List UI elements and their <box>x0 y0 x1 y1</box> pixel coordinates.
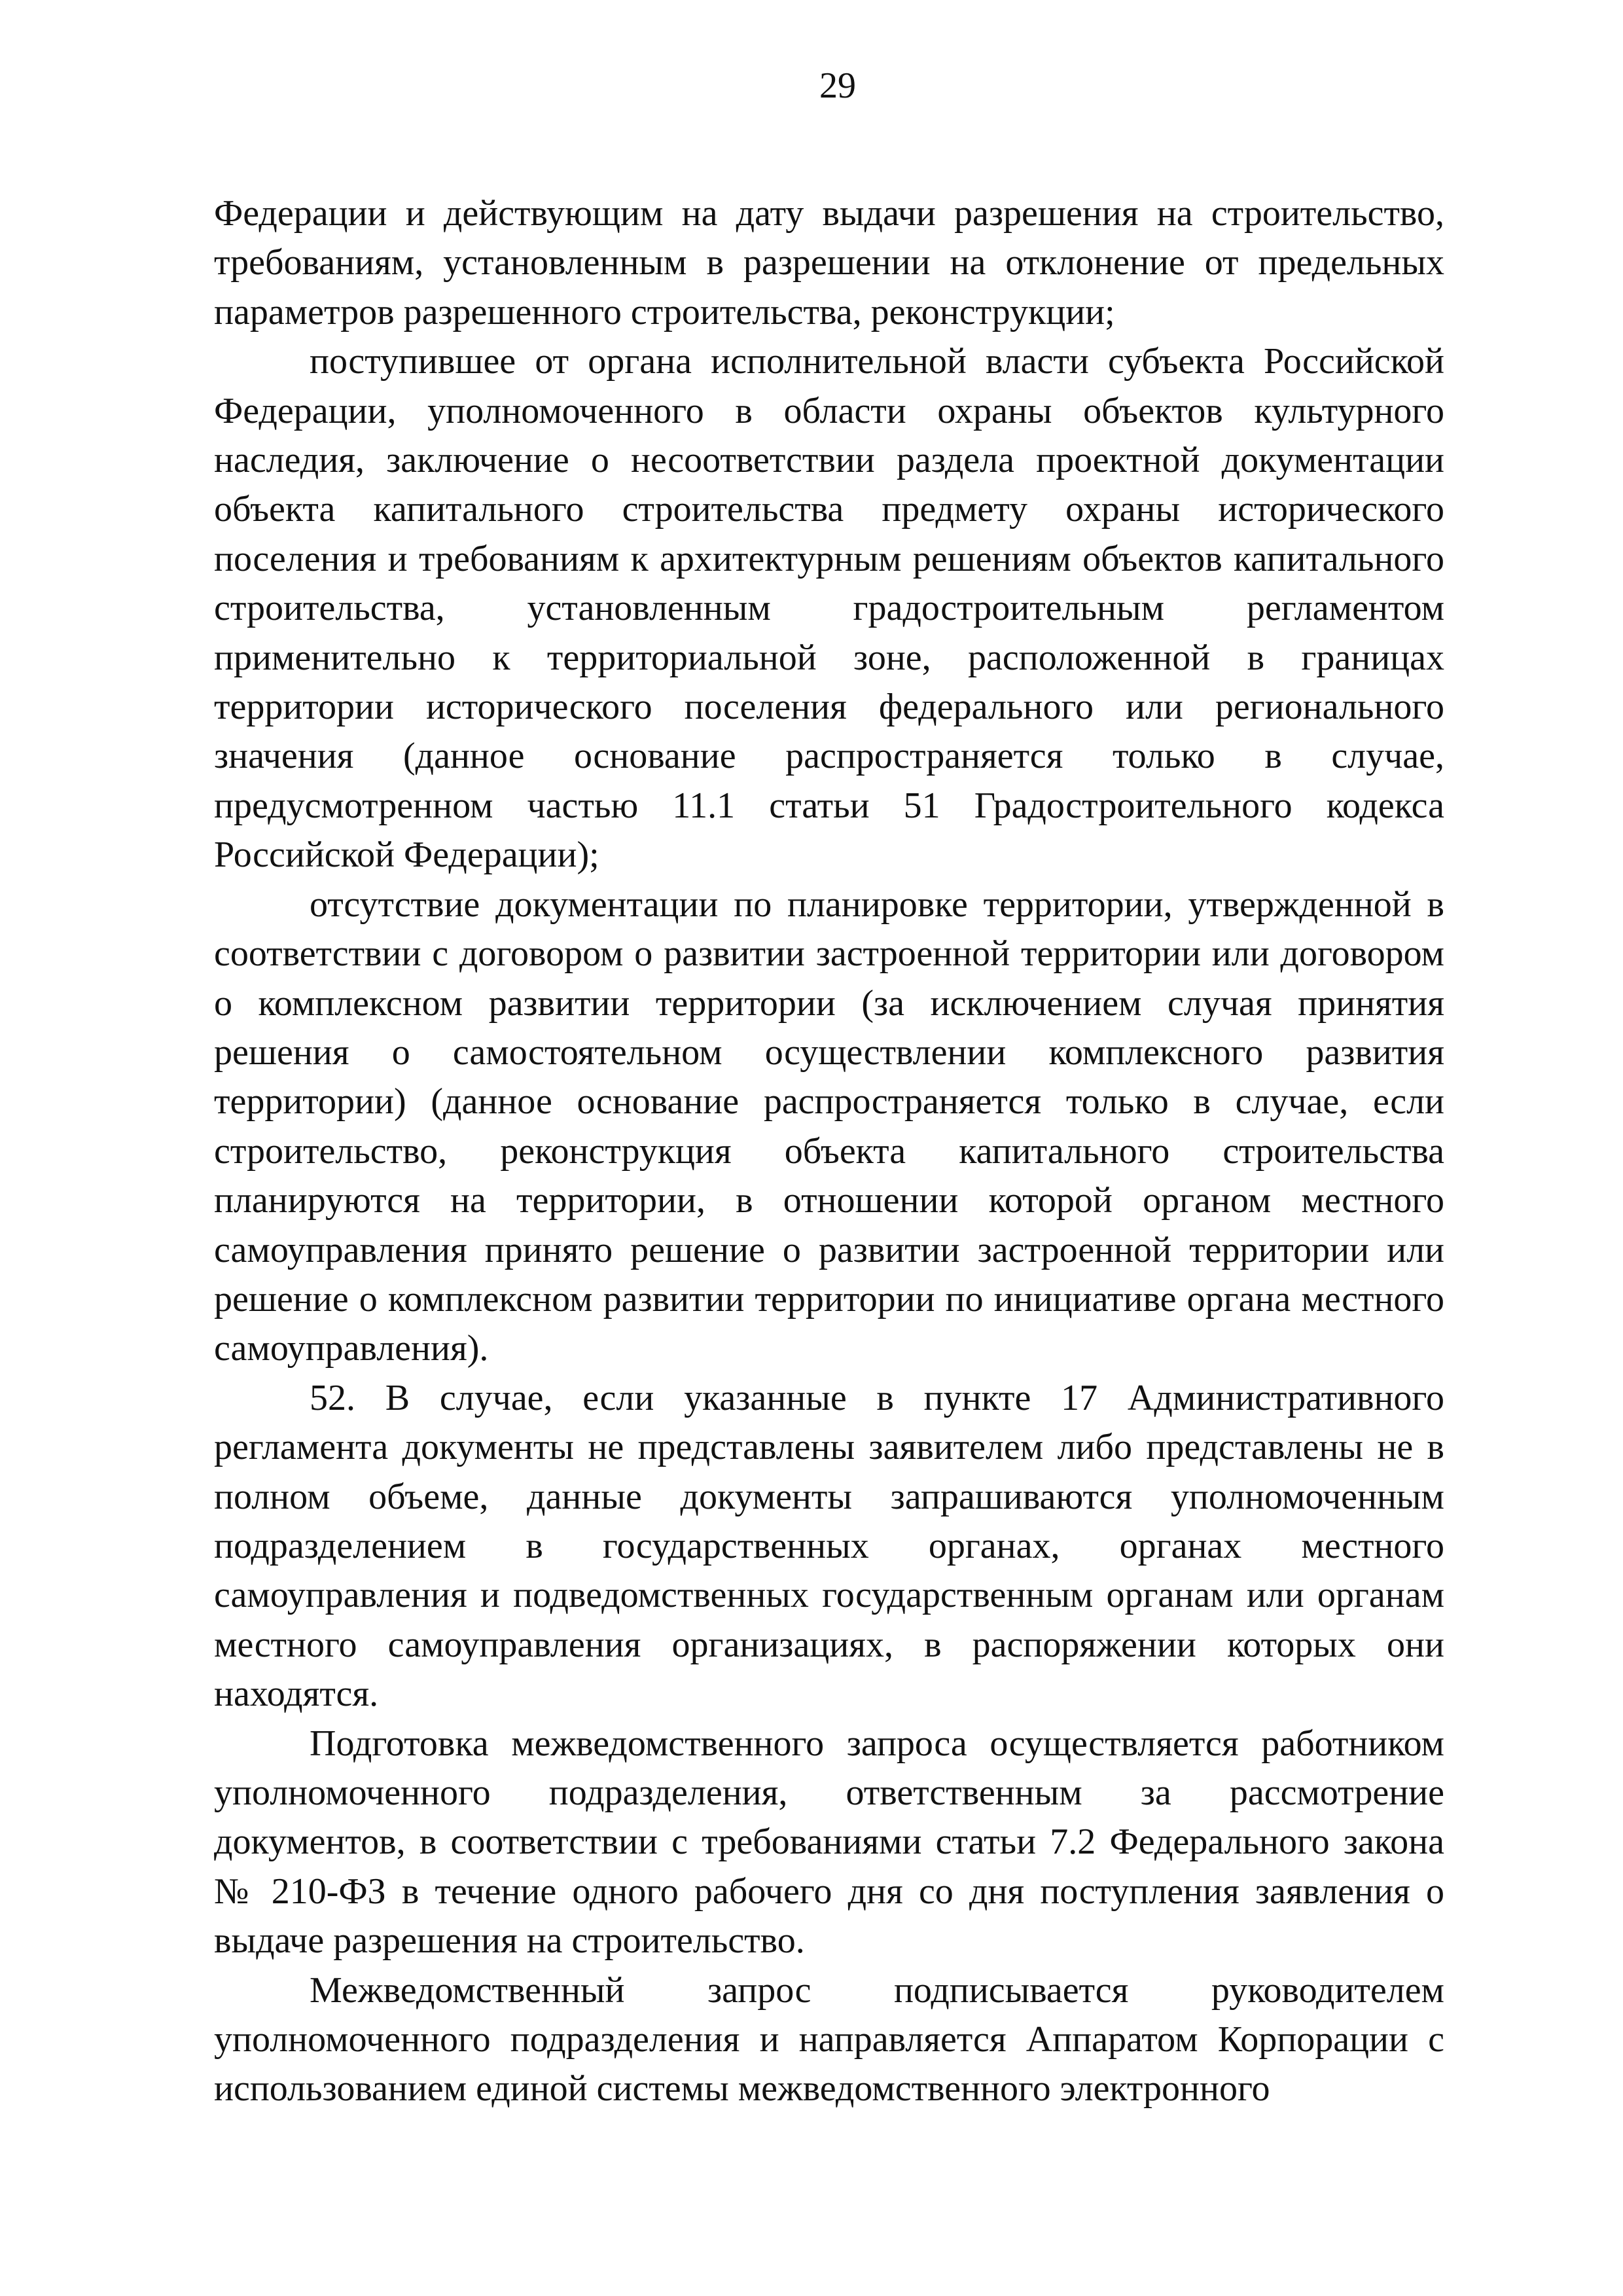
paragraph-continuation: Федерации и действующим на дату выдачи разрешения на строительство, требованиям, установленным в разрешении на отклонение от предельных параметров разрешенного строительства, реконструкции; <box>214 193 1444 332</box>
paragraph-planning-documentation: отсутствие документации по планировке территории, утвержденной в соответствии с договором о развитии застроенной территории или договором о комплексном развитии территории (за исключением случая принятия решения о самостоятельном осуществлении комплексного развития территории) (данное основание распространяется только в случае, если строительство, реконструкция объекта капитального строительства планируются на территории, в отношении которой органом местного самоуправления принято решение о развитии застроенной территории или решение о комплексном развитии территории по инициативе органа местного самоуправления). <box>214 884 1444 1369</box>
paragraph-historic-settlement: поступившее от органа исполнительной власти субъекта Российской Федерации, уполномоченного в области охраны объектов культурного наследия, заключение о несоответствии раздела проектной документации объекта капитального строительства предмету охраны исторического поселения и требованиям к архитектурным решениям объектов капитального строительства, установленным градостроительным регламентом применительно к территориальной зоне, расположенной в границах территории исторического поселения федерального или регионального значения (данное основание распространяется только в случае, предусмотренном частью 11.1 статьи 51 Градостроительного кодекса Российской Федерации); <box>214 341 1444 876</box>
paragraph-item-52: 52. В случае, если указанные в пункте 17 Административного регламента документы не представлены заявителем либо представлены не в полном объеме, данные документы запрашиваются уполномоченным подразделением в государственных органах, органах местного самоуправления и подведомственных государственным органам или органам местного самоуправления организациях, в распоряжении которых они находятся. <box>214 1377 1444 1715</box>
document-body <box>214 189 1444 2114</box>
page-number: 29 <box>819 65 856 106</box>
paragraph-request-signing: Межведомственный запрос подписывается руководителем уполномоченного подразделения и направляется Аппаратом Корпорации с использованием единой системы межведомственного электронного <box>214 1969 1444 2109</box>
paragraph-request-preparation: Подготовка межведомственного запроса осуществляется работником уполномоченного подразделения, ответственным за рассмотрение документов, в соответствии с требованиями статьи 7.2 Федерального закона № 210-ФЗ в течение одного рабочего дня со дня поступления заявления о выдаче разрешения на строительство. <box>214 1723 1444 1962</box>
